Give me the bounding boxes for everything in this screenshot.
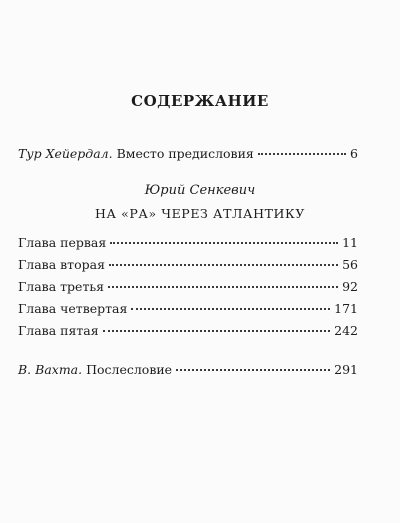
preface-text: Вместо предисловия: [112, 146, 254, 161]
toc-page-number: 171: [334, 301, 358, 316]
book-author: Юрий Сенкевич: [144, 183, 256, 198]
toc-entry-afterword: [18, 362, 358, 377]
toc-entry-label: Глава первая: [18, 235, 107, 250]
afterword-author: В. Вахта.: [18, 362, 83, 377]
toc-title: СОДЕРЖАНИЕ: [131, 92, 269, 110]
toc-entry-chapter: [18, 235, 358, 250]
dot-leader: [108, 286, 338, 288]
toc-entry-chapter: [18, 257, 358, 272]
toc-entry-label: [18, 362, 172, 377]
preface-author: Тур Хейердал.: [18, 146, 113, 161]
toc-entry-label: [18, 146, 254, 161]
afterword-text: Послесловие: [82, 362, 173, 377]
book-title: НА «РА» ЧЕРЕЗ АТЛАНТИКУ: [95, 206, 305, 221]
toc-page-number: 242: [334, 323, 358, 338]
dot-leader: [131, 308, 330, 310]
toc-entry-preface: [18, 146, 358, 161]
toc-page-number: 92: [342, 279, 358, 294]
dot-leader: [176, 369, 330, 371]
dot-leader: [110, 242, 338, 244]
toc-entry-label: Глава четвертая: [18, 301, 128, 316]
toc-page-number: 11: [342, 235, 358, 250]
dot-leader: [258, 153, 346, 155]
toc-page-number: 56: [342, 257, 358, 272]
dot-leader: [109, 264, 338, 266]
toc-page-number: 6: [350, 146, 358, 161]
toc-entry-label: Глава вторая: [18, 257, 105, 272]
toc-entry-chapter: [18, 279, 358, 294]
toc-entry-label: Глава третья: [18, 279, 105, 294]
dot-leader: [103, 330, 331, 332]
toc-entry-chapter: [18, 301, 358, 316]
toc-page-number: 291: [334, 362, 358, 377]
toc-entry-chapter: [18, 323, 358, 338]
toc-entry-label: Глава пятая: [18, 323, 99, 338]
